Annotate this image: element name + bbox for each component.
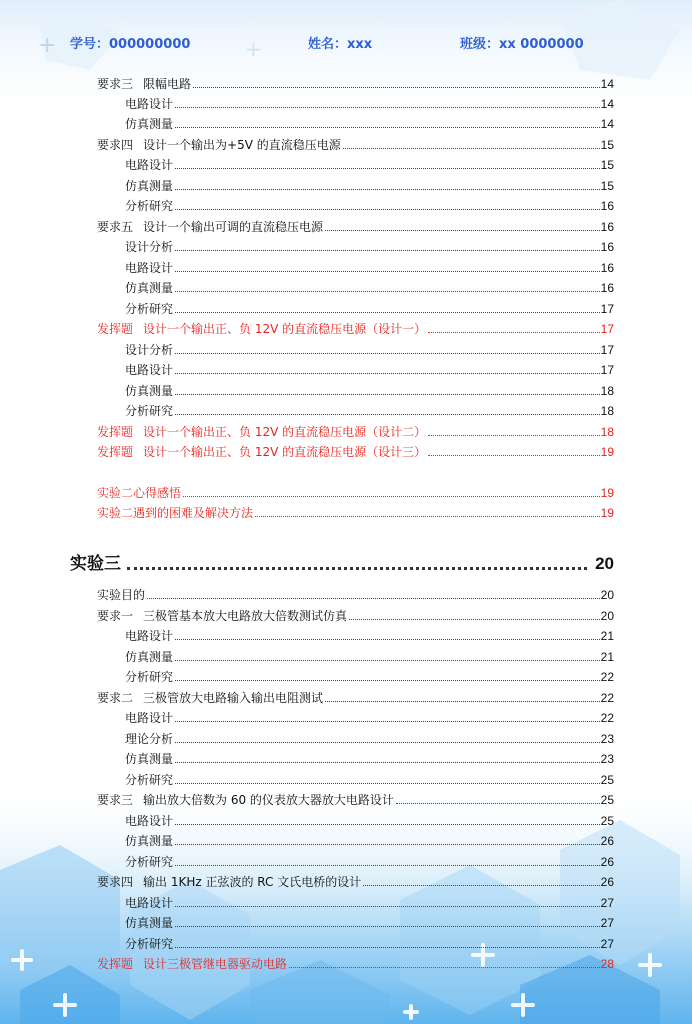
dot-leader [396,803,600,804]
toc-entry-label [97,445,426,459]
page-header [0,33,692,53]
toc-entry-title: 仿真测量 [125,117,174,131]
toc-entry-title: 仿真测量 [125,752,174,766]
toc-page-number: 15 [600,179,614,193]
toc-page-number: 22 [600,691,614,705]
toc-entry[interactable] [125,707,614,725]
toc-entry-prefix: 要求四 [97,138,134,152]
toc-entry-prefix: 发挥题 [97,957,134,971]
dot-leader [175,906,600,907]
toc-entry-title: 设计分析 [125,240,174,254]
dot-leader [349,619,600,620]
toc-page-number: 20 [600,609,614,623]
toc-entry-title: 仿真测量 [125,916,174,930]
toc-page-number: 17 [600,302,614,316]
toc-entry[interactable] [125,175,614,193]
toc-entry[interactable] [125,277,614,295]
toc-entry-label [125,732,173,746]
toc-page-number: 16 [600,220,614,234]
dot-leader [428,435,600,436]
toc-entry-label [97,138,341,152]
toc-entry[interactable] [97,789,614,807]
toc-entry-label [125,650,173,664]
toc-entry[interactable] [97,687,614,705]
toc-page-number: 16 [600,199,614,213]
toc-page-number: 15 [600,158,614,172]
toc-entry[interactable] [97,584,614,602]
student-id: 学号：000000000 [70,37,191,52]
dot-leader [289,967,600,968]
toc-page-number: 14 [600,117,614,131]
dot-leader [325,230,600,231]
toc-entry-prefix: 要求二 [97,691,134,705]
dot-leader [175,127,600,128]
toc-entry-title: 设计一个输出可调的直流稳压电源 [143,220,324,234]
toc-entry-title: 实验二遇到的困难及解决方法 [97,506,254,520]
dot-leader [175,271,600,272]
toc-page-number: 25 [600,814,614,828]
toc-entry-title: 实验三 [70,554,121,574]
toc-entry-title: 理论分析 [125,732,174,746]
toc-entry-label [125,363,173,377]
toc-entry-title: 电路设计 [125,711,174,725]
toc-entry[interactable] [125,113,614,131]
toc-entry-label [97,793,394,807]
toc-page-number: 26 [600,834,614,848]
toc-entry[interactable] [125,400,614,418]
toc-entry[interactable] [125,257,614,275]
toc-entry[interactable] [97,441,614,459]
toc-page-number: 19 [600,506,614,520]
dot-leader [175,168,600,169]
dot-leader [175,373,600,374]
toc-page-number: 20 [595,554,614,573]
dot-leader [175,721,600,722]
toc-page-number: 17 [600,343,614,357]
toc-entry-prefix: 发挥题 [97,445,134,459]
toc-page-number: 19 [600,486,614,500]
toc-entry-label [97,506,253,520]
toc-entry-label [125,916,173,930]
dot-leader [175,250,600,251]
student-name: 姓名：xxx [308,37,373,52]
toc-entry[interactable] [125,236,614,254]
toc-entry-title: 仿真测量 [125,650,174,664]
toc-entry[interactable] [97,318,614,336]
dot-leader [175,353,600,354]
toc-page-number: 27 [600,937,614,951]
toc-entry-title: 分析研究 [125,773,174,787]
toc-entry-title: 仿真测量 [125,281,174,295]
toc-entry[interactable] [125,298,614,316]
dot-leader [175,107,600,108]
toc-entry-label [97,486,181,500]
toc-entry-title: 三极管基本放大电路放大倍数测试仿真 [143,609,348,623]
dot-leader [175,639,600,640]
svg-text:+: + [38,33,57,58]
toc-entry-prefix: 要求四 [97,875,134,889]
toc-page-number: 25 [600,773,614,787]
toc-entry-label [125,240,173,254]
toc-entry[interactable] [125,912,614,930]
toc-entry-label [125,158,173,172]
toc-entry-label [125,773,173,787]
toc-entry-title: 分析研究 [125,937,174,951]
toc-entry-label [125,179,173,193]
toc-entry[interactable] [125,154,614,172]
toc-entry[interactable] [97,871,614,889]
toc-page-number: 14 [600,77,614,91]
toc-entry-title: 设计一个输出为+5V 的直流稳压电源 [143,138,341,152]
toc-entry[interactable] [125,933,614,951]
toc-entry-title: 电路设计 [125,896,174,910]
toc-entry-label [97,957,287,971]
toc-entry[interactable] [125,93,614,111]
toc-entry-title: 分析研究 [125,855,174,869]
toc-entry-label [97,425,426,439]
toc-entry[interactable] [97,421,614,439]
toc-entry-label [125,97,173,111]
toc-entry-prefix: 要求一 [97,609,134,623]
toc-entry-title: 电路设计 [125,363,174,377]
toc-entry-prefix: 要求五 [97,220,134,234]
toc-entry-label [125,855,173,869]
toc-page-number: 26 [600,855,614,869]
toc-entry[interactable] [125,728,614,746]
toc-page-number: 21 [600,629,614,643]
toc-entry-label [125,302,173,316]
toc-page-number: 18 [600,425,614,439]
toc-entry[interactable] [97,216,614,234]
toc-entry-label [97,322,426,336]
toc-page-number: 23 [600,732,614,746]
toc-entry-label [125,384,173,398]
dot-leader [175,291,600,292]
dot-leader [255,516,600,517]
toc-page-number: 16 [600,240,614,254]
toc-entry[interactable] [125,666,614,684]
toc-page-number: 20 [600,588,614,602]
toc-page-number: 26 [600,875,614,889]
toc-entry-label [97,588,145,602]
toc-entry-label [125,281,173,295]
dot-leader [175,824,600,825]
toc-entry-label [125,404,173,418]
dot-leader [428,455,600,456]
toc-entry[interactable] [97,953,614,971]
dot-leader [175,783,600,784]
toc-entry-label [125,711,173,725]
toc-entry-title: 仿真测量 [125,834,174,848]
toc-entry-title: 设计一个输出正、负 12V 的直流稳压电源（设计二） [143,425,427,439]
toc-entry-title: 电路设计 [125,261,174,275]
dot-leader [175,762,600,763]
toc-entry-label [125,117,173,131]
toc-page-number: 19 [600,445,614,459]
toc-entry[interactable] [125,380,614,398]
toc-entry[interactable] [97,502,614,520]
toc-entry-title: 分析研究 [125,302,174,316]
toc-entry[interactable] [125,748,614,766]
toc-chapter-entry[interactable] [70,548,614,574]
toc-entry-label [97,875,361,889]
svg-text:+: + [245,37,262,61]
toc-entry-label [97,77,191,91]
toc-entry[interactable] [125,359,614,377]
toc-entry-prefix: 发挥题 [97,322,134,336]
toc-entry-label [125,199,173,213]
toc-entry[interactable] [97,134,614,152]
toc-entry-prefix: 要求三 [97,793,134,807]
toc-entry-title: 实验目的 [97,588,146,602]
toc-entry-label [125,814,173,828]
toc-entry-label [70,554,121,574]
toc-entry-label [125,834,173,848]
toc-entry-title: 分析研究 [125,199,174,213]
toc-page-number: 16 [600,261,614,275]
toc-entry-title: 电路设计 [125,158,174,172]
toc-entry-label [97,691,323,705]
toc-page-number: 17 [600,363,614,377]
toc-entry[interactable] [125,830,614,848]
toc-entry[interactable] [97,73,614,91]
dot-leader [175,209,600,210]
dot-leader [175,680,600,681]
toc-entry-title: 设计三极管继电器驱动电路 [143,957,288,971]
dot-leader [175,947,600,948]
toc-entry-title: 设计一个输出正、负 12V 的直流稳压电源（设计一） [143,322,427,336]
toc-entry[interactable] [125,810,614,828]
toc-page-number: 21 [600,650,614,664]
toc-page-number: 27 [600,896,614,910]
toc-page-number: 16 [600,281,614,295]
toc-entry[interactable] [125,339,614,357]
toc-entry-label [125,896,173,910]
toc-entry-title: 电路设计 [125,814,174,828]
toc-entry-title: 输出放大倍数为 60 的仪表放大器放大电路设计 [143,793,394,807]
toc-entry-title: 电路设计 [125,97,174,111]
toc-entry[interactable] [125,625,614,643]
toc-entry-label [125,629,173,643]
toc-entry-label [97,220,323,234]
dot-leader [147,598,600,599]
toc-entry[interactable] [97,605,614,623]
toc-page-number: 23 [600,752,614,766]
toc-page-number: 18 [600,384,614,398]
dot-leader [175,312,600,313]
toc-entry[interactable] [125,646,614,664]
dot-leader [325,701,600,702]
dot-leader [175,414,600,415]
toc-entry-label [125,670,173,684]
toc-entry-title: 仿真测量 [125,179,174,193]
toc-entry-label [125,343,173,357]
toc-page-number: 14 [600,97,614,111]
dot-leader [343,148,600,149]
toc-entry[interactable] [97,482,614,500]
toc-page-number: 27 [600,916,614,930]
toc-entry-title: 电路设计 [125,629,174,643]
toc-page-number: 15 [600,138,614,152]
toc-entry[interactable] [125,892,614,910]
toc-entry-label [125,937,173,951]
toc-entry-label [125,261,173,275]
dot-leader [175,189,600,190]
dot-leader [175,865,600,866]
toc-entry-title: 仿真测量 [125,384,174,398]
toc-page-number: 28 [600,957,614,971]
dot-leader [428,332,600,333]
toc-entry-title: 输出 1KHz 正弦波的 RC 文氏电桥的设计 [143,875,362,889]
toc-entry[interactable] [125,851,614,869]
class-id: 班级：xx 0000000 [460,37,584,52]
toc-page-number: 22 [600,670,614,684]
toc-entry-prefix: 发挥题 [97,425,134,439]
dot-leader [127,567,587,570]
dot-leader [175,394,600,395]
toc-page-number: 25 [600,793,614,807]
toc-page-number: 18 [600,404,614,418]
toc-entry-title: 分析研究 [125,404,174,418]
toc-entry-title: 限幅电路 [143,77,192,91]
toc-entry-title: 实验二心得感悟 [97,486,182,500]
dot-leader [175,844,600,845]
toc-entry-title: 设计一个输出正、负 12V 的直流稳压电源（设计三） [143,445,427,459]
toc-entry-title: 分析研究 [125,670,174,684]
toc-entry-prefix: 要求三 [97,77,134,91]
toc-entry[interactable] [125,195,614,213]
toc-entry-title: 设计分析 [125,343,174,357]
dot-leader [175,926,600,927]
dot-leader [193,87,600,88]
toc-page-number: 17 [600,322,614,336]
dot-leader [175,660,600,661]
dot-leader [175,742,600,743]
toc-entry-title: 三极管放大电路输入输出电阻测试 [143,691,324,705]
toc-entry[interactable] [125,769,614,787]
dot-leader [183,496,600,497]
toc-entry-label [97,609,347,623]
toc-page-number: 22 [600,711,614,725]
toc-entry-label [125,752,173,766]
dot-leader [363,885,599,886]
